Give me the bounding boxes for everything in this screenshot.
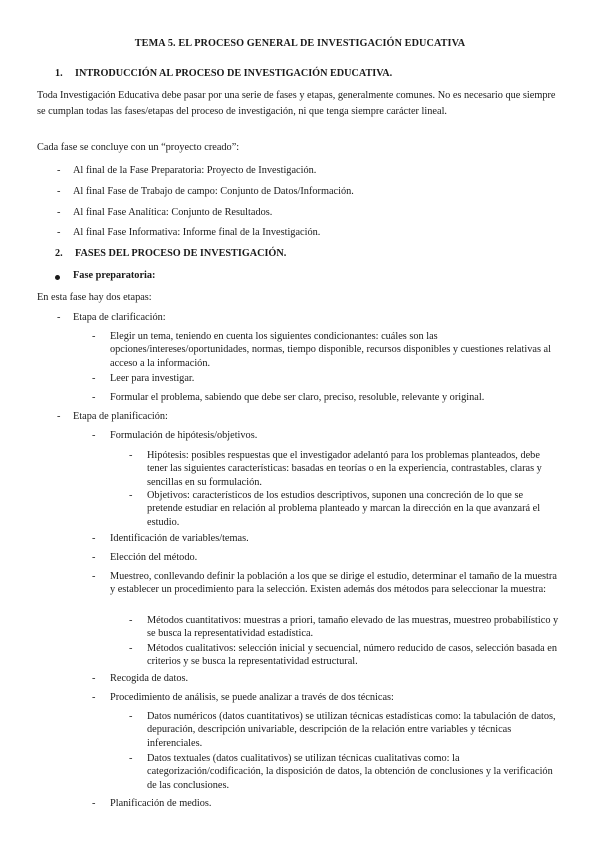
list-item — [92, 391, 561, 404]
list-item-text: Planificación de medios. — [110, 798, 212, 809]
list-item — [129, 614, 561, 641]
list-item — [57, 206, 561, 219]
list-item-text: Datos numéricos (datos cuantitativos) se utilizan técnicas estadísticas como: la tabulación de datos, depuración, descripción univariable, descripción de la relación entre variables y técnicas inferenciales. — [147, 711, 556, 749]
dash-marker: - — [92, 692, 96, 703]
list-item — [92, 330, 561, 370]
bullet-dot-icon — [55, 275, 60, 280]
dash-marker: - — [129, 643, 133, 654]
dash-marker: - — [57, 165, 61, 176]
dash-marker: - — [92, 430, 96, 441]
list-item-etapa-clarificacion — [57, 311, 561, 324]
list-item-text: Formular el problema, sabiendo que debe ser claro, preciso, resoluble, relevante y original. — [110, 392, 485, 403]
section-2-intro: En esta fase hay dos etapas: — [37, 292, 152, 303]
list-item — [92, 672, 561, 685]
list-item-text: Formulación de hipótesis/objetivos. — [110, 430, 258, 441]
dash-marker: - — [92, 331, 96, 342]
list-item — [129, 489, 561, 529]
dash-marker: - — [57, 411, 61, 422]
list-item-text: Al final de la Fase Preparatoria: Proyecto de Investigación. — [73, 165, 317, 176]
section-1-heading-text: INTRODUCCIÓN AL PROCESO DE INVESTIGACIÓN EDUCATIVA. — [75, 68, 393, 79]
list-item — [92, 570, 561, 597]
section-1-number: 1. — [55, 68, 63, 79]
section-1-intro: Cada fase se concluye con un “proyecto creado”: — [37, 142, 240, 153]
list-item-text: Hipótesis: posibles respuestas que el investigador adelantó para los problemas planteados, debe tener las siguientes características: basadas en teorías o en la experiencia, contrastables, claras y sencillas en su formulación. — [147, 450, 542, 488]
dash-marker: - — [92, 392, 96, 403]
list-item-text: Elección del método. — [110, 552, 198, 563]
list-item — [129, 752, 561, 792]
list-item-text: Elegir un tema, teniendo en cuenta los siguientes condicionantes: cuáles son las opciones/intereses/oportunidades, normas, tiempo disponible, recursos disponibles y cuestiones relativas al acceso a la información. — [110, 331, 551, 369]
dash-marker: - — [92, 552, 96, 563]
dash-marker: - — [92, 798, 96, 809]
list-item-text: Etapa de planificación: — [73, 411, 168, 422]
dash-marker: - — [57, 227, 61, 238]
dash-marker: - — [129, 450, 133, 461]
list-item — [57, 185, 561, 198]
list-item — [129, 710, 561, 750]
list-item — [92, 797, 561, 810]
section-2-heading-text: FASES DEL PROCESO DE INVESTIGACIÓN. — [75, 248, 287, 259]
list-item-text: Al final Fase de Trabajo de campo: Conjunto de Datos/Información. — [73, 186, 354, 197]
list-item-text: Identificación de variables/temas. — [110, 533, 249, 544]
dash-marker: - — [57, 207, 61, 218]
list-item-text: Métodos cualitativos: selección inicial y secuencial, número reducido de casos, selección basada en criterios y se busca la representatividad estructural. — [147, 643, 558, 668]
dash-marker: - — [92, 673, 96, 684]
list-item-text: Al final Fase Informativa: Informe final de la Investigación. — [73, 227, 321, 238]
list-item-text: Datos textuales (datos cualitativos) se utilizan técnicas cualitativas como: la categorización/codificación, la disposición de datos, la obtención de conclusiones y la verificación de las conclusiones. — [147, 753, 553, 791]
list-item — [92, 691, 561, 704]
dash-marker: - — [129, 711, 133, 722]
list-item-text: Recogida de datos. — [110, 673, 189, 684]
bullet-text: Fase preparatoria: — [73, 270, 156, 281]
dash-marker: - — [92, 533, 96, 544]
list-item-text: Etapa de clarificación: — [73, 312, 166, 323]
section-2-number: 2. — [55, 248, 63, 259]
section-2-heading — [55, 248, 286, 259]
dash-marker: - — [57, 186, 61, 197]
document-title: TEMA 5. EL PROCESO GENERAL DE INVESTIGACIÓN EDUCATIVA — [134, 38, 466, 49]
dash-marker: - — [129, 490, 133, 501]
list-item-text: Objetivos: característicos de los estudios descriptivos, suponen una concreción de lo que se pretende estudiar en relación al problema planteado y marcan la dirección en la que avanzará el estudio. — [147, 490, 541, 528]
section-1-heading — [55, 68, 392, 79]
list-item-text: Muestreo, conllevando definir la población a los que se dirige el estudio, determinar el tamaño de la muestra y establecer un procedimiento para la selección. Existen además dos métodos para seleccionar la muestra: — [110, 571, 557, 596]
dash-marker: - — [57, 312, 61, 323]
list-item-text: Leer para investigar. — [110, 373, 195, 384]
dash-marker: - — [92, 571, 96, 582]
list-item — [92, 372, 561, 385]
list-item-text: Métodos cuantitativos: muestras a priori, tamaño elevado de las muestras, muestreo probabilístico y se busca la representatividad estadística. — [147, 615, 559, 640]
dash-marker: - — [129, 753, 133, 764]
list-item — [92, 429, 561, 442]
list-item — [129, 642, 561, 669]
section-1-paragraph: Toda Investigación Educativa debe pasar por una serie de fases y etapas, generalmente comunes. No es necesario que siempre se cumplan todas las fases/etapas del proceso de investigación, ni que tenga siempre carácter lineal. — [37, 90, 556, 118]
list-item-etapa-planificacion — [57, 410, 561, 423]
list-item — [92, 532, 561, 545]
list-item — [57, 226, 561, 239]
list-item-text: Al final Fase Analítica: Conjunto de Resultados. — [73, 207, 273, 218]
list-item — [92, 551, 561, 564]
dash-marker: - — [129, 615, 133, 626]
list-item — [57, 164, 561, 177]
list-item-text: Procedimiento de análisis, se puede analizar a través de dos técnicas: — [110, 692, 394, 703]
dash-marker: - — [92, 373, 96, 384]
list-item — [129, 449, 561, 489]
